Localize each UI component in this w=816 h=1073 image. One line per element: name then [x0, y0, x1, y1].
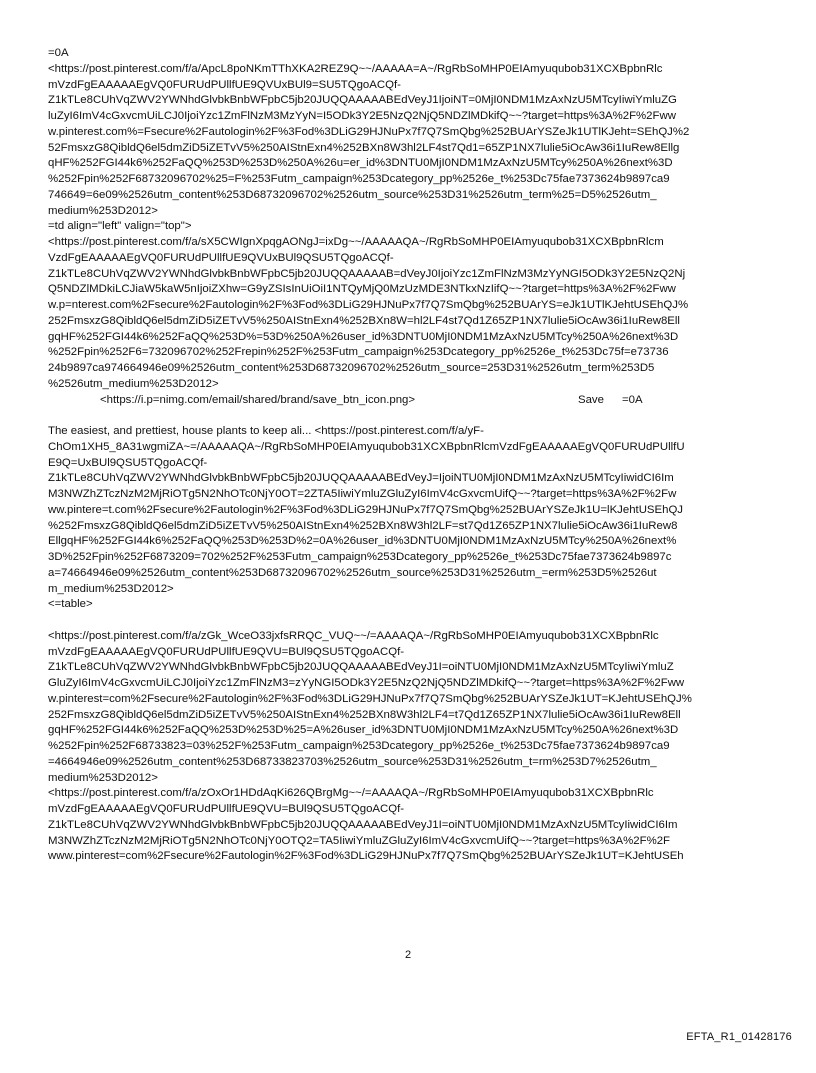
bates-number: EFTA_R1_01428176 — [686, 1031, 792, 1043]
text-line: medium%253D2012> — [48, 771, 158, 784]
page-number: 2 — [404, 949, 412, 961]
text-line: 3D%252Fpin%252F6873209=702%252F%253Futm_campaign%253Dcategory_pp%2526e_t%253Dc75fae7373624b9897c — [48, 551, 672, 563]
text-line: ChOm1XH5_8A31wgmiZA~=/AAAAAQA~/RgRbSoMHP0EIAmyuqubob31XCXBpbnRlcmVzdFgEAAAAAEgVQ0FURUdPUllfU — [48, 440, 685, 453]
text-line: Z1kTLe8CUhVqZWV2YWNhdGlvbkBnbWFpbC5jb20JUQQAAAAABEdVeyJ1I=oiNTU0MjI0NDM1MzAxNzU5MTcyIiwidCI6Im — [48, 818, 678, 831]
save-button-row — [48, 393, 774, 409]
text-line: gqHF%252FGI44k6%252FaQQ%253D%=53D%250A%26user_id%3DNTU0MjI0NDM1MzAxNzU5MTcy%250A%26next%3D — [48, 330, 679, 343]
save-icon-image-url: <https://i.p=nimg.com/email/shared/brand/save_btn_icon.png> — [100, 393, 416, 406]
text-line: %252Fpin%252F6=732096702%252Frepin%252F%253Futm_campaign%253Dcategory_pp%2526e_t%253Dc75f=e73736 — [48, 346, 669, 359]
text-block-3 — [48, 629, 774, 865]
text-line: E9Q=UxBUl9QSU5TQgoACQf- — [48, 456, 208, 469]
save-link[interactable]: Save — [578, 393, 604, 406]
text-line: 746649=6e09%2526utm_content%253D68732096702%2526utm_source%253D31%2526utm_term%25=D5%2526utm_ — [48, 188, 657, 201]
text-line: m_medium%253D2012> — [48, 582, 174, 595]
text-line: M3NWZhZTczNzM2MjRiOTg5N2NhOTc0NjY0OTQ2=TA5IiwiYmluZGluZyI6ImV4cGxvcmUifQ~~?target=https%3A%2F%2F — [48, 834, 670, 847]
text-line: qHF%252FGI44k6%252FaQQ%253D%253D%250A%26u=er_id%3DNTU0MjI0NDM1MzAxNzU5MTcy%250A%26next%3D — [48, 157, 673, 170]
text-block-1 — [48, 46, 774, 393]
text-line: <https://post.pinterest.com/f/a/zOxOr1HDdAqKi626QBrgMg~~/=AAAAQA~/RgRbSoMHP0EIAmyuqubob31XCXBpbnRlc — [48, 787, 654, 800]
text-block-2 — [48, 424, 774, 613]
text-line: mVzdFgEAAAAAEgVQ0FURUdPUllfUE9QVU=BUl9QSU5TQgoACQf- — [48, 803, 405, 815]
text-line: =0A — [48, 47, 69, 59]
text-line: Z1kTLe8CUhVqZWV2YWNhdGlvbkBnbWFpbC5jb20JUQQAAAAABEdVeyJ1IjoiNT=0MjI0NDM1MzAxNzU5MTcyIiwiYmluZG — [48, 94, 677, 107]
text-line: w.pinterest=com%2Fsecure%2Fautologin%2F%3Fod%3DLiG29HJNuPx7f7Q7SmQbg%252BUArYSZeJk1UT=KJehtUSEhQJ% — [48, 692, 692, 705]
text-line: %2526utm_medium%253D2012> — [48, 377, 219, 390]
text-line: www.pinterest=com%2Fsecure%2Fautologin%2F%3Fod%3DLiG29HJNuPx7f7Q7SmQbg%252BUArYSZeJk1UT=KJehtUSEh — [48, 850, 684, 863]
text-line: 252FmsxzG8QibldQ6el5dmZiD5iZETvV5%250AIStnExn4%252BXn8W3hl2LF4=t7Qd1Z65ZP1NX7lulie5iOcAw36i1IuRew8Ell — [48, 708, 681, 721]
text-line: 24b9897ca974664946e09%2526utm_content%253D68732096702%2526utm_source=253D31%2526utm_term%253D5 — [48, 362, 655, 374]
text-line: w.p=nterest.com%2Fsecure%2Fautologin%2F%3Fod%3DLiG29HJNuPx7f7Q7SmQbg%252BUArYS=eJk1UTlKJehtUSEhQJ% — [48, 299, 689, 311]
text-line: w.pinterest.com%=Fsecure%2Fautologin%2F%3Fod%3DLiG29HJNuPx7f7Q7SmQbg%252BUArYSZeJk1UTlKJeht=SEhQJ%2 — [48, 125, 690, 138]
paragraph-gap — [48, 613, 774, 629]
text-line: Q5NDZlMDkiLCJiaW5kaW5nIjoiZXhw=G9yZSIsInUiOiI1NTQyMjQ0MzUzMDE3NTkxNzIifQ~~?target=https%3A%2F%2Fww — [48, 283, 676, 296]
text-line: %252FmsxzG8QibldQ6el5dmZiD5iZETvV5%250AIStnExn4%252BXn8W3hl2LF=st7Qd1Z65ZP1NX7lulie5iOcAw36i1IuRew8 — [48, 519, 678, 532]
text-line: =4664946e09%2526utm_content%253D68733823703%2526utm_source%253D31%2526utm_t=rm%253D7%2526utm_ — [48, 755, 657, 768]
text-line: Z1kTLe8CUhVqZWV2YWNhdGlvbkBnbWFpbC5jb20JUQQAAAAABEdVeyJ1I=oiNTU0MjI0NDM1MzAxNzU5MTcyIiwiYmluZ — [48, 661, 674, 674]
text-line: EllgqHF%252FGI44k6%252FaQQ%253D%253D%2=0A%26user_id%3DNTU0MjI0NDM1MzAxNzU5MTcy%250A%26next% — [48, 535, 677, 548]
text-line: 252FmsxzG8QibldQ6el5dmZiD5iZETvV5%250AIStnExn4%252BXn8W=hl2LF4st7Qd1Z65ZP1NX7lulie5iOcAw36i1IuRew8Ell — [48, 314, 680, 327]
text-line: <https://post.pinterest.com/f/a/sX5CWIgnXpqgAONgJ=ixDg~~/AAAAAQA~/RgRbSoMHP0EIAmyuqubob31XCXBpbnRlcm — [48, 236, 664, 248]
text-line: %252Fpin%252F68733823=03%252F%253Futm_campaign%253Dcategory_pp%2526e_t%253Dc75fae7373624b9897ca9 — [48, 740, 670, 752]
document-body — [48, 46, 774, 865]
paragraph-gap — [48, 408, 774, 424]
text-line: GluZyI6ImV4cGxvcmUiLCJ0IjoiYzc1ZmFlNzM3=zYyNGI5ODk3Y2E5NzQ2NjQ5NDZlMDkifQ~~?target=https%3A%2F%2Fww — [48, 677, 685, 689]
text-line: <=table> — [48, 598, 93, 611]
text-line: gqHF%252FGI44k6%252FaQQ%253D%253D%25=A%26user_id%3DNTU0MjI0NDM1MzAxNzU5MTcy%250A%26next%3D — [48, 724, 679, 737]
text-line: luZyI6ImV4cGxvcmUiLCJ0IjoiYzc1ZmFlNzM3MzYyN=I5ODk3Y2E5NzQ2NjQ5NDZlMDkifQ~~?target=https%3A%2F%2Fww — [48, 110, 676, 122]
text-line: <https://post.pinterest.com/f/a/ApcL8poNKmTThXKA2REZ9Q~~/AAAAA=A~/RgRbSoMHP0EIAmyuqubob31XCXBpbnRlc — [48, 62, 663, 75]
text-line: mVzdFgEAAAAAEgVQ0FURUdPUllfUE9QVU=BUl9QSU5TQgoACQf- — [48, 645, 405, 658]
save-suffix-text: =0A — [622, 393, 643, 406]
text-line: Z1kTLe8CUhVqZWV2YWNhdGlvbkBnbWFpbC5jb20JUQQAAAAAB=dVeyJ0IjoiYzc1ZmFlNzM3MzYyNGI5ODk3Y2E5NzQ2Nj — [48, 267, 686, 280]
text-line: =td align="left" valign="top"> — [48, 220, 192, 233]
text-line: <https://post.pinterest.com/f/a/zGk_WceO33jxfsRRQC_VUQ~~/=AAAAQA~/RgRbSoMHP0EIAmyuqubob31XCXBpbnRlc — [48, 629, 659, 642]
text-line: VzdFgEAAAAAEgVQ0FURUdPUllfUE9QVUxBUl9QSU5TQgoACQf- — [48, 251, 394, 264]
text-line: The easiest, and prettiest, house plants to keep ali... <https://post.pinterest.com/f/a/yF- — [48, 425, 484, 437]
text-line: %252Fpin%252F68732096702%25=F%253Futm_campaign%253Dcategory_pp%2526e_t%253Dc75fae7373624b9897ca9 — [48, 173, 670, 185]
text-line: a=74664946e09%2526utm_content%253D68732096702%2526utm_source%253D31%2526utm_=erm%253D5%2526ut — [48, 566, 657, 579]
text-line: 52FmsxzG8QibldQ6el5dmZiD5iZETvV5%250AIStnExn4%252BXn8W3hl2LF4st7Qd1=65ZP1NX7lulie5iOcAw36i1IuRew8Ellg — [48, 141, 680, 154]
text-line: M3NWZhZTczNzM2MjRiOTg5N2NhOTc0NjY0OT=2ZTA5IiwiYmluZGluZyI6ImV4cGxvcmUifQ~~?target=https%3A%2F%2Fw — [48, 488, 677, 500]
text-line: ww.pintere=t.com%2Fsecure%2Fautologin%2F%3Fod%3DLiG29HJNuPx7f7Q7SmQbg%252BUArYSZeJk1U=lKJehtUSEhQJ — [48, 503, 684, 516]
text-line: Z1kTLe8CUhVqZWV2YWNhdGlvbkBnbWFpbC5jb20JUQQAAAAABEdVeyJ=IjoiNTU0MjI0NDM1MzAxNzU5MTcyIiwidCI6Im — [48, 472, 674, 485]
text-line: mVzdFgEAAAAAEgVQ0FURUdPUllfUE9QVUxBUl9=SU5TQgoACQf- — [48, 78, 401, 91]
text-line: medium%253D2012> — [48, 204, 158, 217]
